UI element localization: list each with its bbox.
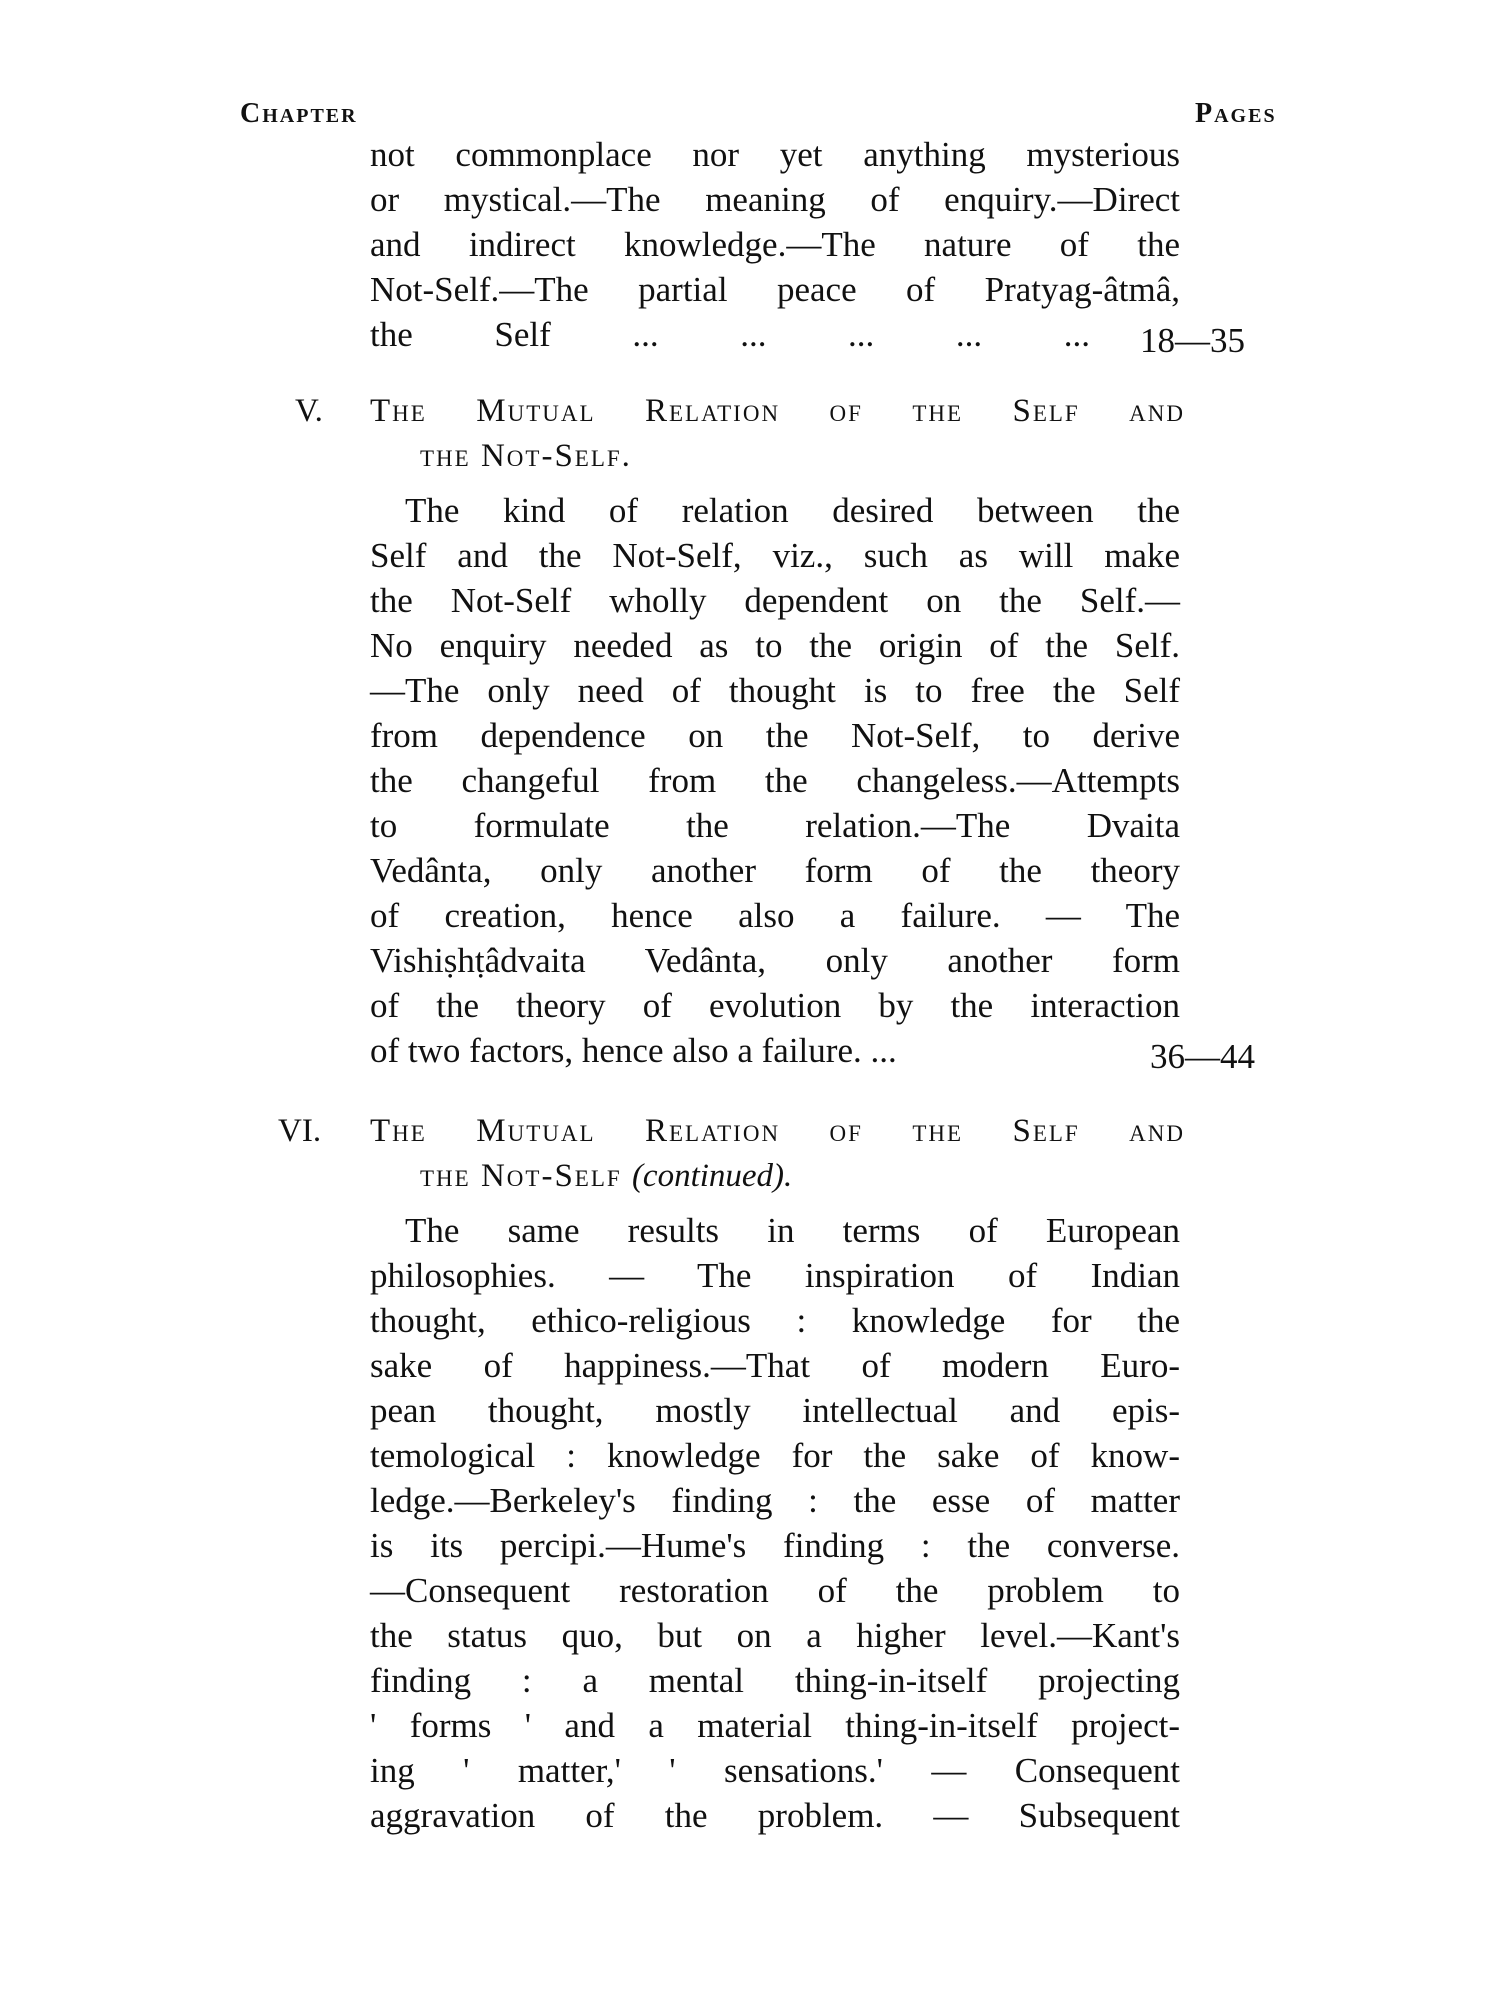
chapter-6-summary-line: finding : a mental thing-in-itself projecting	[370, 1661, 1180, 1700]
chapter-6-summary-line: —Consequent restoration of the problem to	[370, 1571, 1180, 1610]
chapter-6-summary-line: thought, ethico-religious : knowledge for the	[370, 1301, 1180, 1340]
chapter-6-title-continued-marker: (continued).	[631, 1158, 793, 1194]
chapter-6-summary-line: the status quo, but on a higher level.—Kant's	[370, 1616, 1180, 1655]
chapter-6-title-continued	[420, 1153, 1120, 1199]
chapter-5-summary-line: the changeful from the changeless.—Attempts	[370, 761, 1180, 800]
chapter-6-title-main: the Not-Self	[420, 1158, 622, 1194]
chapter-5-summary-line: Self and the Not-Self, viz., such as will make	[370, 536, 1180, 575]
chapter-5-title: The Mutual Relation of the Self and	[370, 393, 1185, 429]
chapter-6-summary-line: ' forms ' and a material thing-in-itself project-	[370, 1706, 1180, 1745]
chapter-5-title-continued: the Not-Self.	[420, 438, 632, 474]
chapter-6-numeral: VI.	[278, 1113, 322, 1149]
intro-line: the Self ... ... ... ... ...	[370, 315, 1090, 354]
chapter-5-summary-line: from dependence on the Not-Self, to derive	[370, 716, 1180, 755]
chapter-6-summary-line: philosophies. — The inspiration of Indian	[370, 1256, 1180, 1295]
chapter-6-summary-line: sake of happiness.—That of modern Euro-	[370, 1346, 1180, 1385]
chapter-6-title: The Mutual Relation of the Self and	[370, 1113, 1185, 1149]
intro-line: not commonplace nor yet anything mysterious	[370, 135, 1180, 174]
chapter-6-summary-line: ledge.—Berkeley's finding : the esse of matter	[370, 1481, 1180, 1520]
chapter-5-summary-line: of creation, hence also a failure. — The	[370, 896, 1180, 935]
intro-page-range: 18—35	[1140, 321, 1245, 360]
intro-line: or mystical.—The meaning of enquiry.—Direct	[370, 180, 1180, 219]
chapter-5-summary-line: Vishiṣhṭâdvaita Vedânta, only another form	[370, 941, 1180, 980]
chapter-6-summary-line: aggravation of the problem. — Subsequent	[370, 1796, 1180, 1835]
chapter-5-summary-line: No enquiry needed as to the origin of the Self.	[370, 626, 1180, 665]
chapter-5-summary-line: Vedânta, only another form of the theory	[370, 851, 1180, 890]
chapter-5-page-range: 36—44	[1150, 1037, 1255, 1076]
pages-column-header: Pages	[1195, 98, 1277, 129]
chapter-6-summary-line: ing ' matter,' ' sensations.' — Consequent	[370, 1751, 1180, 1790]
chapter-6-summary-line: The same results in terms of European	[405, 1211, 1180, 1250]
chapter-5-summary-line: to formulate the relation.—The Dvaita	[370, 806, 1180, 845]
chapter-5-summary-line: the Not-Self wholly dependent on the Self.—	[370, 581, 1180, 620]
chapter-5-summary-line: of the theory of evolution by the interaction	[370, 986, 1180, 1025]
intro-line: Not-Self.—The partial peace of Pratyag-âtmâ,	[370, 270, 1180, 309]
chapter-5-summary-line: of two factors, hence also a failure. ...	[370, 1031, 897, 1070]
chapter-column-header: Chapter	[240, 98, 358, 129]
chapter-6-summary-line: pean thought, mostly intellectual and epis-	[370, 1391, 1180, 1430]
chapter-5-numeral: V.	[295, 393, 323, 429]
chapter-5-summary-line: —The only need of thought is to free the Self	[370, 671, 1180, 710]
intro-line: and indirect knowledge.—The nature of the	[370, 225, 1180, 264]
chapter-6-summary-line: temological : knowledge for the sake of know-	[370, 1436, 1180, 1475]
chapter-5-summary-line: The kind of relation desired between the	[405, 491, 1180, 530]
chapter-6-summary-line: is its percipi.—Hume's finding : the converse.	[370, 1526, 1180, 1565]
